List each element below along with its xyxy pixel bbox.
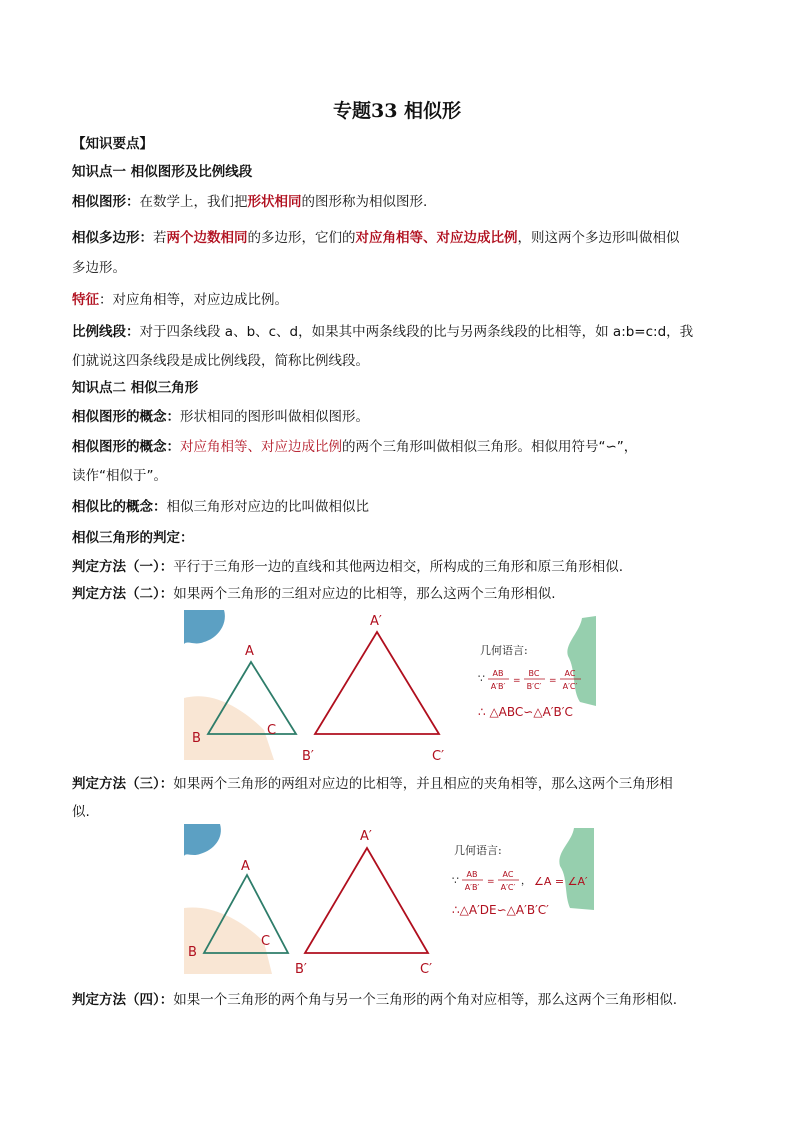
frac3-numerator: AC	[564, 669, 576, 678]
frac1-denominator: A′B′	[490, 682, 506, 691]
frac3-denominator: A′C′	[562, 682, 578, 691]
decor-green-blob	[559, 828, 594, 910]
concept-1-text: 形状相同的图形叫做相似图形。	[180, 409, 369, 425]
comma: ，	[521, 876, 531, 887]
judgement-title: 相似三角形的判定：	[72, 530, 194, 546]
page-title: 专题33 相似形	[332, 100, 462, 122]
conclusion-1: ∴ △ABC∽△A′B′C	[478, 705, 573, 719]
vertex-a: A	[241, 859, 250, 874]
conclusion-2: ∴△A′DE∽△A′B′C′	[452, 903, 549, 917]
method-1-text: 平行于三角形一边的直线和其他两边相交，所构成的三角形和原三角形相似.	[173, 559, 624, 575]
because-symbol: ∵	[452, 874, 459, 887]
ratio-segment-definition	[72, 322, 722, 342]
ratio-concept-text: 相似三角形对应边的比叫做相似比	[166, 499, 369, 515]
similar-figure-highlight: 形状相同	[247, 194, 302, 210]
section-heading: 【知识要点】	[72, 136, 153, 152]
similar-figure-label: 相似图形：	[72, 194, 140, 210]
frac1-numerator: AB	[492, 669, 504, 678]
similar-polygon-continuation: 多边形。	[72, 260, 126, 276]
feature-text: ：对应角相等，对应边成比例。	[99, 292, 288, 308]
method-3	[72, 774, 722, 794]
method-2-text: 如果两个三角形的三组对应边的比相等，那么这两个三角形相似.	[173, 586, 556, 602]
geometry-language-title: 几何语言:	[480, 644, 528, 657]
vertex-c-prime: C′	[432, 749, 445, 764]
vertex-b: B	[192, 731, 201, 746]
similar-polygon-text-b: 的多边形，它们的	[247, 230, 356, 246]
vertex-c-prime: C′	[420, 962, 433, 977]
decor-peach-blob	[184, 907, 272, 974]
equals-1: =	[487, 877, 495, 887]
concept-1	[72, 407, 722, 427]
equals-1: =	[513, 676, 521, 686]
similar-figure-text-a: 在数学上，我们把	[139, 194, 248, 210]
vertex-a-prime: A′	[360, 829, 372, 844]
because-symbol: ∵	[478, 672, 485, 685]
frac2-numerator: AC	[502, 870, 514, 879]
vertex-c: C	[261, 934, 271, 949]
ratio-segment-continuation: 们就说这四条线段是成比例线段，简称比例线段。	[72, 353, 369, 369]
frac2-denominator: B′C′	[526, 682, 542, 691]
geometry-language-title: 几何语言:	[454, 844, 502, 857]
concept-2-text: 的两个三角形叫做相似三角形。相似用符号“∽”，	[342, 439, 638, 455]
method-4-label: 判定方法（四）：	[72, 992, 174, 1008]
feature-label: 特征	[72, 292, 99, 308]
method-2	[72, 584, 722, 604]
triangle-a2b2c2	[315, 632, 439, 734]
ratio-segment-label: 比例线段：	[72, 324, 140, 340]
figure-sss-similarity	[184, 610, 604, 770]
concept-2-highlight: 对应角相等、对应边成比例	[180, 439, 342, 455]
angle-equality: ∠A = ∠A′	[534, 875, 588, 888]
frac2-numerator: BC	[528, 669, 540, 678]
method-3-continuation: 似.	[72, 804, 90, 820]
method-1	[72, 557, 722, 577]
similar-polygon-highlight-1: 两个边数相同	[166, 230, 248, 246]
method-3-text: 如果两个三角形的两组对应边的比相等，并且相应的夹角相等，那么这两个三角形相	[173, 776, 673, 792]
frac1-denominator: A′B′	[464, 883, 480, 892]
vertex-a-prime: A′	[370, 614, 382, 629]
decor-green-blob	[564, 616, 596, 706]
equals-2: =	[549, 676, 557, 686]
concept-1-label: 相似图形的概念：	[72, 409, 180, 425]
method-3-label: 判定方法（三）：	[72, 776, 174, 792]
knowledge-point-1-heading: 知识点一 相似图形及比例线段	[72, 164, 253, 180]
similar-figure-text-b: 的图形称为相似图形.	[301, 194, 428, 210]
decor-blue-blob	[184, 610, 225, 644]
similar-polygon-label: 相似多边形：	[72, 230, 153, 246]
similar-polygon-highlight-2: 对应角相等、对应边成比例	[355, 230, 518, 246]
decor-peach-blob	[184, 696, 277, 760]
similar-polygon-definition	[72, 228, 722, 248]
method-4-text: 如果一个三角形的两个角与另一个三角形的两个角对应相等，那么这两个三角形相似.	[173, 992, 678, 1008]
concept-2	[72, 437, 722, 457]
knowledge-point-2-heading: 知识点二 相似三角形	[72, 380, 199, 396]
method-2-label: 判定方法（二）：	[72, 586, 174, 602]
decor-blue-blob	[184, 824, 221, 856]
vertex-b-prime: B′	[295, 962, 307, 977]
similar-figure-definition	[72, 192, 722, 212]
concept-2-label: 相似图形的概念：	[72, 439, 180, 455]
vertex-b: B	[188, 945, 197, 960]
vertex-a: A	[245, 644, 254, 659]
similar-polygon-text-a: 若	[153, 230, 167, 246]
concept-2-continuation: 读作“相似于”。	[72, 468, 167, 484]
feature-line	[72, 290, 722, 310]
vertex-b-prime: B′	[302, 749, 314, 764]
triangle-a2b2c2	[305, 848, 428, 953]
method-1-label: 判定方法（一）：	[72, 559, 174, 575]
ratio-segment-text-a: 对于四条线段 a、b、c、d，如果其中两条线段的比与另两条线段的比相等，如 a:b=c:d，我	[139, 324, 694, 340]
frac1-numerator: AB	[466, 870, 478, 879]
ratio-concept-label: 相似比的概念：	[72, 499, 167, 515]
figure-sas-similarity	[184, 824, 604, 980]
method-4	[72, 990, 722, 1010]
ratio-concept	[72, 497, 722, 517]
vertex-c: C	[267, 723, 277, 738]
frac2-denominator: A′C′	[500, 883, 516, 892]
similar-polygon-text-c: ，则这两个多边形叫做相似	[517, 230, 680, 246]
